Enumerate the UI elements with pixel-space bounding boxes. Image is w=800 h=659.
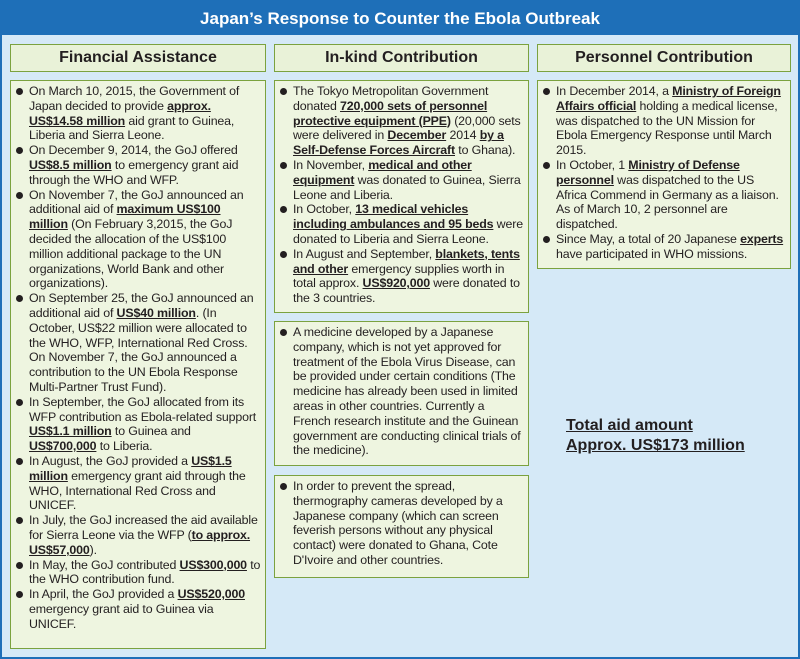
financial-item: In July, the GoJ increased the aid available for Sierra Leone via the WFP (to approx. US$57,000). xyxy=(14,513,261,557)
personnel-panel xyxy=(537,80,791,269)
financial-panel xyxy=(10,80,266,649)
medicine-item: A medicine developed by a Japanese company, which is not yet approved for treatment of the Ebola Virus Disease, can be provided under certain conditions (The medicine has already been used in limited areas in other countries. Currently a French research institute and the Guinean government are conducting clinical trials of the medicine). xyxy=(278,325,524,458)
inkind-item: In October, 13 medical vehicles including ambulances and 95 beds were donated to Liberia and Sierra Leone. xyxy=(278,202,524,246)
inkind-panel xyxy=(274,80,529,313)
financial-item: In September, the GoJ allocated from its WFP contribution as Ebola-related support US$1.1 million to Guinea and US$700,000 to Liberia. xyxy=(14,395,261,454)
financial-item: On November 7, the GoJ announced an additional aid of maximum US$100 million (On February 3,2015, the GoJ decided the allocation of the US$100 million additional package to the UN organizations, World Bank and other organizations). xyxy=(14,188,261,292)
financial-item: On March 10, 2015, the Government of Japan decided to provide approx. US$14.58 million aid grant to Guinea, Liberia and Sierra Leone. xyxy=(14,84,261,143)
total-line1: Total aid amount xyxy=(566,417,693,434)
total-line2: Approx. US$173 million xyxy=(566,437,745,454)
financial-item: In May, the GoJ contributed US$300,000 to the WHO contribution fund. xyxy=(14,558,261,588)
personnel-header: Personnel Contribution xyxy=(537,44,791,72)
inkind-item: In November, medical and other equipment was donated to Guinea, Sierra Leone and Liberia. xyxy=(278,158,524,202)
financial-item: On September 25, the GoJ announced an additional aid of US$40 million. (In October, US$22 million were allocated to the WHO, WFP, International Red Cross. On November 7, the GoJ announced a contribution to the UN Ebola Response Multi-Partner Trust Fund). xyxy=(14,291,261,395)
financial-item: On December 9, 2014, the GoJ offered US$8.5 million to emergency grant aid through the WHO and WFP. xyxy=(14,143,261,187)
medicine-panel xyxy=(274,321,529,466)
thermography-item: In order to prevent the spread, thermography cameras developed by a Japanese company (which can screen feverish persons without any physical contact) were donated to Ghana, Cote D'Ivoire and other countries. xyxy=(278,479,524,568)
thermography-panel xyxy=(274,475,529,578)
inkind-item: The Tokyo Metropolitan Government donated 720,000 sets of personnel protective equipment (PPE) (20,000 sets were delivered in December 2014 by a Self-Defense Forces Aircraft to Ghana). xyxy=(278,84,524,158)
personnel-item: In October, 1 Ministry of Defense personnel was dispatched to the US Africa Commend in Germany as a liaison. As of March 10, 2 personnel are dispatched. xyxy=(541,158,786,232)
inkind-header: In-kind Contribution xyxy=(274,44,529,72)
total-aid-amount xyxy=(566,416,786,456)
financial-item: In August, the GoJ provided a US$1.5 million emergency grant aid through the WHO, International Red Cross and UNICEF. xyxy=(14,454,261,513)
personnel-item: In December 2014, a Ministry of Foreign Affairs official holding a medical license, was dispatched to the UN Mission for Ebola Emergency Response until March 2015. xyxy=(541,84,786,158)
inkind-item: In August and September, blankets, tents and other emergency supplies worth in total approx. US$920,000 were donated to the 3 countries. xyxy=(278,247,524,306)
financial-header: Financial Assistance xyxy=(10,44,266,72)
page-title: Japan’s Response to Counter the Ebola Outbreak xyxy=(2,2,798,35)
personnel-item: Since May, a total of 20 Japanese experts have participated in WHO missions. xyxy=(541,232,786,262)
financial-item: In April, the GoJ provided a US$520,000 emergency grant aid to Guinea via UNICEF. xyxy=(14,587,261,631)
